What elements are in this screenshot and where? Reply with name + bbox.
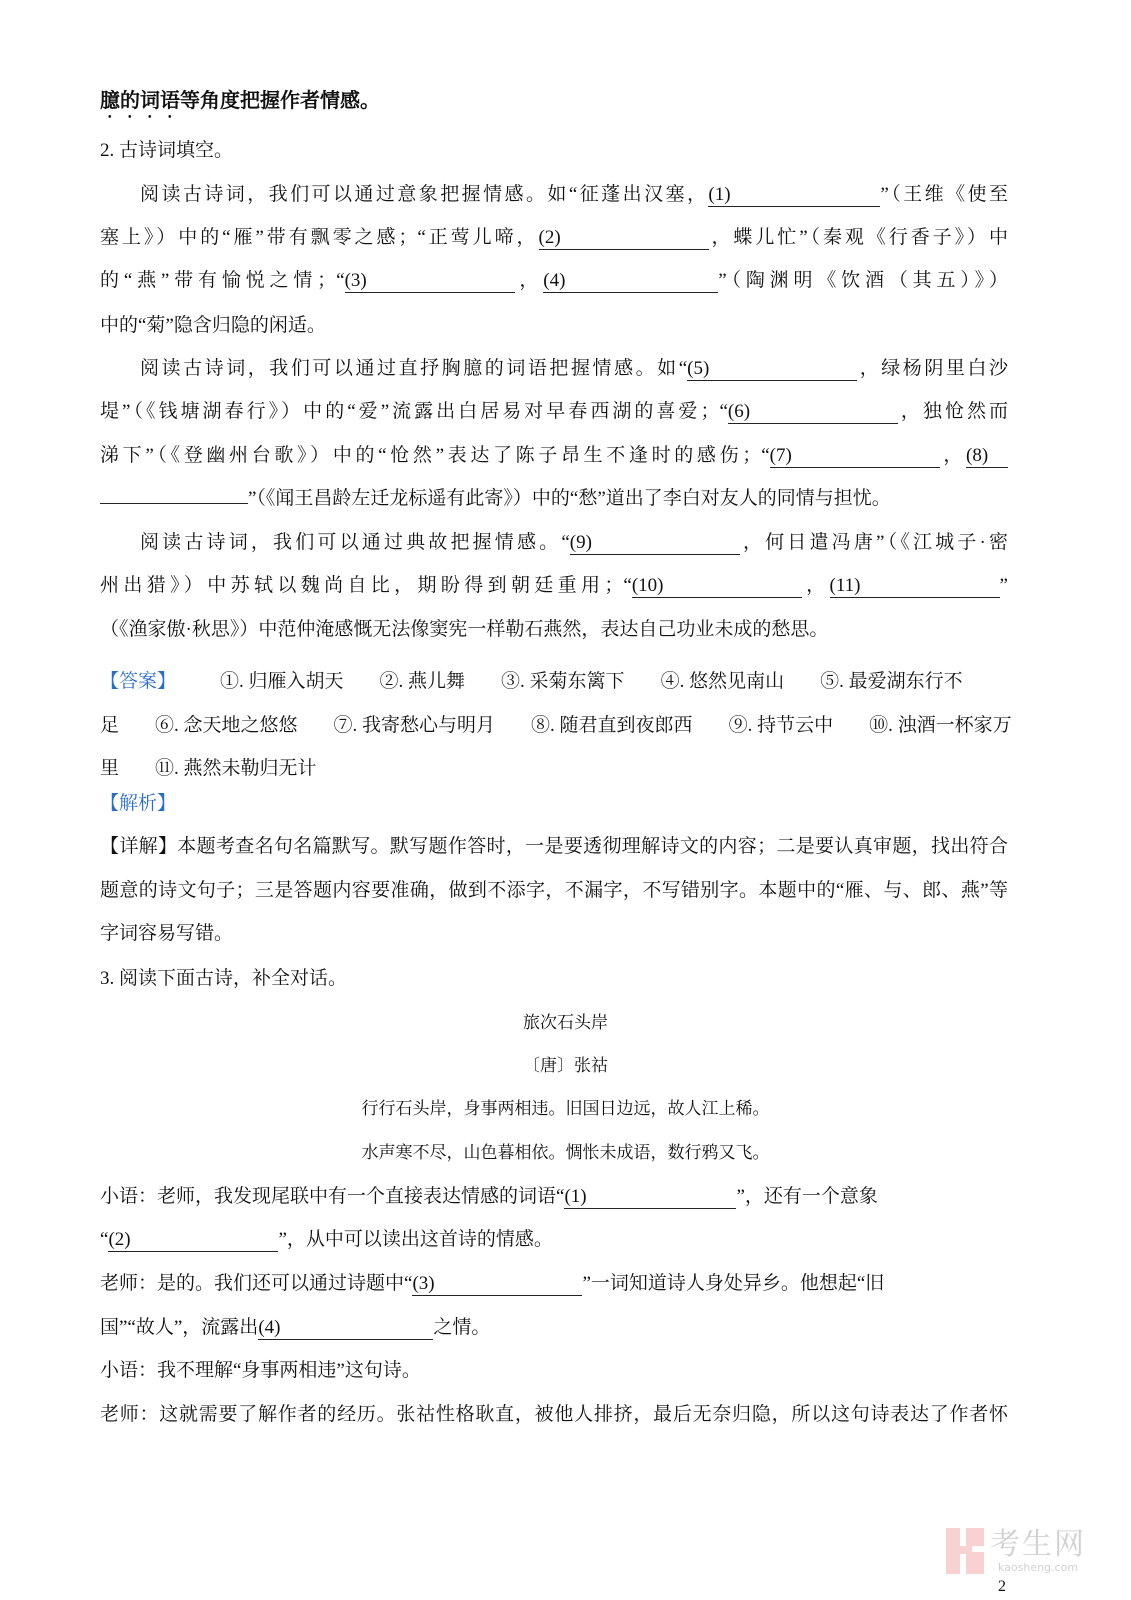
answer-item: ⑪. 燕然未勒归无计: [155, 758, 317, 780]
q2.lines-line: [140, 182, 1008, 208]
fill-in-blank[interactable]: (4): [258, 1317, 433, 1340]
watermark-cn: 考生网: [990, 1526, 1086, 1562]
text-segment: 小语：老师，我发现尾联中有一个直接表达情感的词语“: [100, 1186, 565, 1207]
text-segment: 州出猎》）中苏轼以魏尚自比，期盼得到朝廷重用；“: [100, 575, 632, 596]
answer-item: ③. 采菊东篱下: [501, 671, 625, 692]
fill-in-blank[interactable]: (7): [770, 445, 940, 468]
text-segment: ”: [999, 575, 1008, 596]
q3.dialogue-line: [100, 1271, 1008, 1297]
text-segment: ”，还有一个意象: [736, 1186, 878, 1207]
text-segment: ，绿杨阴里白沙: [857, 358, 1008, 379]
text-segment: ”（陶渊明《饮酒（其五）》）: [718, 270, 1008, 291]
fill-in-blank[interactable]: (3): [345, 270, 515, 293]
text-segment: ”（《闻王昌龄左迁龙标遥有此寄》）中的“愁”道出了李白对友人的同情与担忧。: [248, 488, 891, 509]
fill-in-blank[interactable]: (3): [412, 1273, 582, 1296]
text-segment: ，: [514, 270, 544, 291]
fill-in-blank[interactable]: (2): [539, 227, 709, 250]
text-segment: 之情。: [433, 1317, 491, 1338]
q2.lines-line: [100, 573, 1008, 599]
detail-paragraph: 【详解】本题考查名句名篇默写。默写题作答时，一是要透彻理解诗文的内容；二是要认真审题，找出符合题意的诗文句子；三是答题内容要准确，做到不添字，不漏字，不写错别字。本题中的“雁、与、郎、燕”等字词容易写错。: [100, 836, 1008, 945]
text-segment: ”（王维《使至: [880, 184, 1008, 205]
answer-item: ⑧. 随君直到夜郎西: [531, 714, 693, 736]
text-segment: “: [100, 1229, 109, 1250]
fill-in-blank[interactable]: (11): [830, 575, 1000, 598]
fill-in-blank[interactable]: (5): [687, 358, 857, 381]
fill-in-blank[interactable]: (9): [570, 532, 740, 555]
fill-in-blank[interactable]: [100, 503, 248, 504]
text-segment: 堤”（《钱塘湖春行》）中的“爱”流露出白居易对早春西湖的喜爱；“: [100, 401, 728, 422]
fill-in-blank[interactable]: (8): [966, 445, 1008, 468]
answer-item: ④. 悠然见南山: [660, 671, 785, 692]
fill-in-blank[interactable]: (2): [108, 1229, 278, 1252]
text-segment: 阅读古诗词，我们可以通过典故把握情感。“: [140, 532, 570, 553]
analysis-tag: 【解析】: [100, 793, 177, 814]
answer-item: ⑥. 念天地之悠悠: [155, 714, 298, 736]
text-segment: 涕下”（《登幽州台歌》）中的“怆然”表达了陈子昂生不逢时的感伤；“: [100, 445, 770, 466]
text-segment: 的“燕”带有愉悦之情；“: [100, 270, 345, 291]
text-segment: 阅读古诗词，我们可以通过意象把握情感。如“征蓬出汉塞，: [140, 184, 709, 205]
q2.lines-line: [100, 617, 1008, 643]
fill-in-blank[interactable]: (6): [728, 401, 898, 424]
answer-item: ①. 归雁入胡天: [220, 671, 344, 692]
answer-item: ⑤. 最爱湖东行不足: [100, 671, 963, 736]
q3.dialogue-line: [100, 1184, 1008, 1210]
text-segment: 小语：我不理解“身事两相违”这句诗。: [100, 1360, 421, 1381]
text-segment: ”一词知道诗人身处异乡。他想起“旧: [582, 1273, 885, 1294]
poem-line: 水声寒不尽，山色暮相依。惆怅未成语，数行鸦又飞。: [361, 1143, 770, 1163]
q2.lines-line: [140, 356, 1008, 382]
carry-over-text: 等角度把握作者情感。: [180, 90, 380, 112]
q2.lines-line: [100, 225, 1008, 251]
text-segment: 中的“菊”隐含归隐的闲适。: [100, 315, 326, 336]
fill-in-blank[interactable]: (4): [543, 270, 718, 293]
text-segment: ，: [801, 575, 830, 596]
q2.lines-line: [100, 443, 1008, 469]
q2.lines-line: [100, 268, 1008, 294]
fill-in-blank[interactable]: (10): [632, 575, 802, 598]
q2.lines-line: [100, 486, 1008, 512]
poem-line: 行行石头岸，身事两相违。旧国日边远，故人江上稀。: [361, 1099, 770, 1119]
poem-author: 〔唐〕张祜: [523, 1056, 608, 1076]
q3.dialogue-line: [100, 1358, 1008, 1384]
answer-tag: 【答案】: [100, 671, 177, 692]
q3.dialogue-line: [100, 1402, 1008, 1428]
carry-over-line: [100, 88, 1008, 123]
page-number: 2: [998, 1578, 1006, 1595]
question-3-title: 3. 阅读下面古诗，补全对话。: [100, 968, 348, 989]
watermark-logo: [946, 1528, 1086, 1574]
text-segment: 塞上》）中的“雁”带有飘零之感；“正莺儿啼，: [100, 227, 539, 248]
fill-in-blank[interactable]: (1): [564, 1186, 736, 1209]
watermark-en: kaosheng.com: [997, 1560, 1079, 1574]
text-segment: ，独怆然而: [897, 401, 1008, 422]
answer-item: ⑦. 我寄愁心与明月: [333, 714, 496, 736]
answer-block: [100, 660, 1016, 791]
q2.lines-line: [100, 399, 1008, 425]
text-segment: 阅读古诗词，我们可以通过直抒胸臆的词语把握情感。如“: [140, 358, 688, 379]
answer-item: ②. 燕儿舞: [379, 671, 466, 692]
q3.dialogue-line: [100, 1315, 1008, 1341]
fill-in-blank[interactable]: (1): [708, 184, 880, 207]
text-segment: （《渔家傲·秋思》）中范仲淹感慨无法像窦宪一样勒石燕然，表达自己功业未成的愁思。: [100, 619, 829, 640]
text-segment: ，蝶儿忙”（秦观《行香子》）中: [708, 227, 1008, 248]
poem-title: 旅次石头岸: [523, 1013, 608, 1033]
text-segment: ，何日遣冯唐”（《江城子·密: [739, 532, 1009, 553]
emphasized-text: 臆的词语: [100, 90, 180, 112]
text-segment: 老师：这就需要了解作者的经历。张祜性格耿直，被他人排挤，最后无奈归隐，所以这句诗表达了作者怀: [100, 1404, 1008, 1425]
answer-item: ⑩. 浊酒一杯家万里: [100, 714, 1012, 780]
text-segment: 国”“故人”，流露出: [100, 1317, 259, 1338]
q2.lines-line: [140, 530, 1008, 556]
text-segment: ，: [939, 445, 966, 466]
logo-mark-icon: [946, 1528, 984, 1574]
text-segment: 老师：是的。我们还可以通过诗题中“: [100, 1273, 413, 1294]
q3.dialogue-line: [100, 1227, 1008, 1253]
q2.lines-line: [100, 313, 1008, 339]
answer-item: ⑨. 持节云中: [728, 714, 834, 736]
text-segment: ”，从中可以读出这首诗的情感。: [278, 1229, 553, 1250]
question-2-title: 2. 古诗词填空。: [100, 140, 234, 161]
